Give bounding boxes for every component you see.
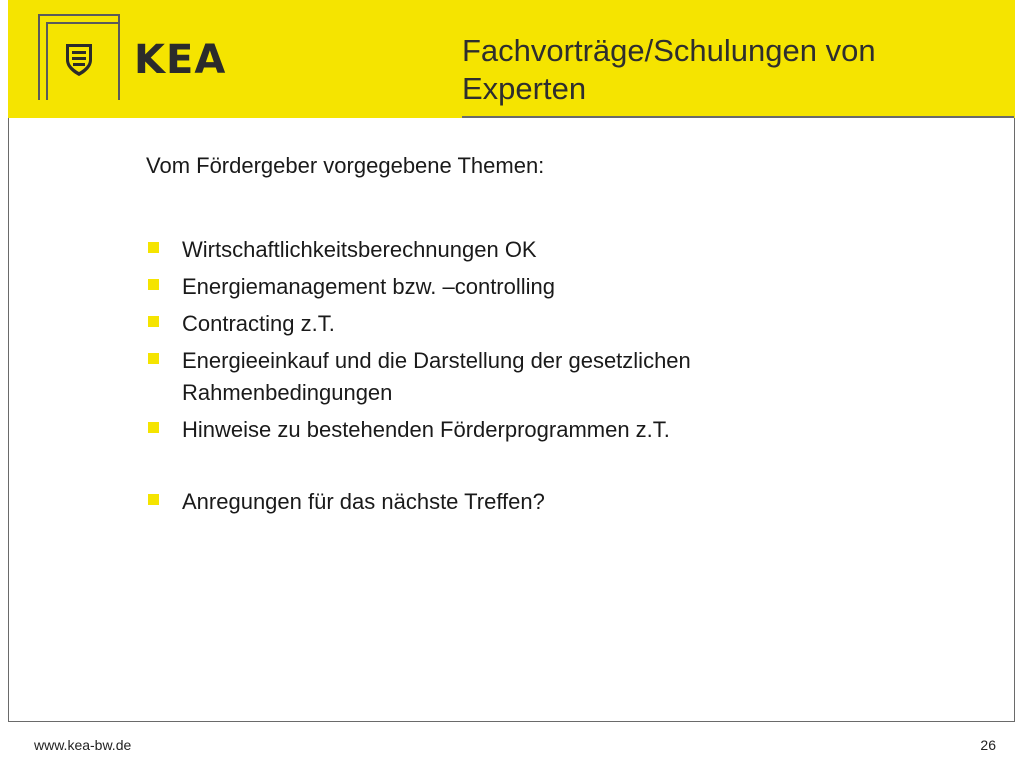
slide-title: Fachvorträge/Schulungen von Experten [462,33,876,106]
list-item: Hinweise zu bestehenden Förderprogrammen z.T. [146,414,906,446]
bullet-square-icon [148,422,159,433]
list-item: Anregungen für das nächste Treffen? [146,486,906,518]
footer-url[interactable]: www.kea-bw.de [34,737,132,753]
topic-list [146,234,906,523]
bullet-square-icon [148,316,159,327]
page-number: 26 [980,737,996,753]
list-item: Energieeinkauf und die Darstellung der gesetzlichen Rahmenbedingungen [146,345,906,409]
list-item: Wirtschaftlichkeitsberechnungen OK [146,234,906,266]
list-item: Contracting z.T. [146,308,906,340]
intro-text: Vom Fördergeber vorgegebene Themen: [146,153,545,178]
bullet-square-icon [148,279,159,290]
bullet-square-icon [148,353,159,364]
coat-of-arms-icon [64,42,94,78]
list-item: Energiemanagement bzw. –controlling [146,271,906,303]
brand-logo: KEA [134,37,227,83]
bullet-square-icon [148,494,159,505]
bullet-square-icon [148,242,159,253]
title-underline [462,116,1014,118]
